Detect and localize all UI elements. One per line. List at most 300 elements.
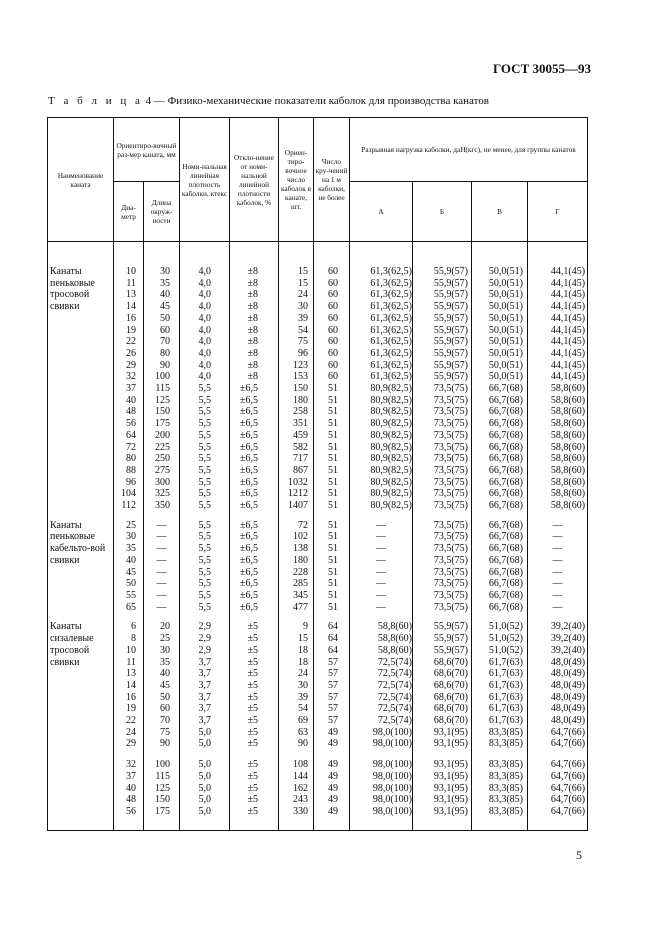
table-cell: 57: [314, 692, 350, 704]
table-cell: 228: [279, 567, 314, 579]
table-row: [48, 818, 588, 831]
table-cell: 98,0(100): [350, 759, 413, 771]
table-cell: 2,9: [180, 633, 230, 645]
table-cell: ±6,5: [230, 488, 279, 500]
table-cell: 5,5: [180, 531, 230, 543]
table-cell: 5,5: [180, 567, 230, 579]
table-cell: 51: [314, 531, 350, 543]
table-row: [48, 383, 588, 395]
table-cell: 61,3(62,5): [350, 278, 413, 290]
empty-cell: [114, 613, 144, 621]
table-cell: 5,0: [180, 771, 230, 783]
empty-cell: [528, 242, 588, 267]
table-row: [48, 543, 588, 555]
table-row: [48, 783, 588, 795]
table-cell: 16: [114, 692, 144, 704]
table-cell: 345: [279, 590, 314, 602]
empty-cell: [48, 512, 114, 520]
table-cell: 57: [314, 657, 350, 669]
table-cell: 73,5(75): [413, 531, 472, 543]
table-cell: 39: [279, 313, 314, 325]
table-cell: 73,5(75): [413, 442, 472, 454]
table-cell: 49: [314, 738, 350, 750]
table-cell: 55,9(57): [413, 289, 472, 301]
table-cell: 68,6(70): [413, 668, 472, 680]
table-cell: 48,0(49): [528, 668, 588, 680]
properties-table: [47, 117, 588, 831]
table-cell: 13: [114, 289, 144, 301]
table-cell: 115: [144, 771, 180, 783]
table-cell: 61,3(62,5): [350, 371, 413, 383]
table-cell: 51,0(52): [472, 633, 528, 645]
empty-cell: [413, 242, 472, 267]
table-cell: 102: [279, 531, 314, 543]
table-cell: 49: [314, 783, 350, 795]
col-header-diameter: Диа-метр: [114, 182, 144, 242]
table-cell: 51: [314, 578, 350, 590]
table-cell: 11: [114, 278, 144, 290]
table-cell: —: [528, 520, 588, 532]
table-cell: 180: [279, 395, 314, 407]
table-cell: 58,8(60): [528, 395, 588, 407]
caption-number: 4: [145, 95, 152, 107]
empty-cell: [314, 613, 350, 621]
table-cell: —: [350, 531, 413, 543]
table-cell: 37: [114, 383, 144, 395]
table-cell: 29: [114, 738, 144, 750]
table-cell: 51: [314, 477, 350, 489]
table-cell: 6: [114, 621, 144, 633]
table-cell: ±8: [230, 313, 279, 325]
table-cell: 61,7(63): [472, 657, 528, 669]
table-row: [48, 336, 588, 348]
table-cell: 63: [279, 727, 314, 739]
table-cell: 5,5: [180, 488, 230, 500]
table-cell: ±5: [230, 806, 279, 818]
table-cell: 50,0(51): [472, 325, 528, 337]
table-cell: —: [350, 567, 413, 579]
table-row: [48, 442, 588, 454]
table-cell: 24: [279, 668, 314, 680]
empty-cell: [314, 512, 350, 520]
table-row: [48, 348, 588, 360]
col-header-deviation: Откло-нение от номи-нальной линейной плотности каболок, %: [230, 118, 279, 242]
table-cell: 80,9(82,5): [350, 453, 413, 465]
table-cell: ±5: [230, 771, 279, 783]
empty-cell: [180, 818, 230, 831]
empty-cell: [314, 242, 350, 267]
empty-cell: [230, 512, 279, 520]
table-cell: 83,3(85): [472, 771, 528, 783]
table-cell: 96: [279, 348, 314, 360]
empty-cell: [350, 512, 413, 520]
table-cell: ±6,5: [230, 590, 279, 602]
table-cell: 58,8(60): [528, 442, 588, 454]
table-cell: 175: [144, 806, 180, 818]
table-cell: ±8: [230, 371, 279, 383]
table-row: [48, 727, 588, 739]
table-cell: 5,0: [180, 759, 230, 771]
table-cell: 68,6(70): [413, 715, 472, 727]
table-cell: 61,3(62,5): [350, 266, 413, 278]
table-cell: 61,3(62,5): [350, 336, 413, 348]
table-cell: 90: [144, 360, 180, 372]
table-cell: 55,9(57): [413, 336, 472, 348]
table-row: [48, 266, 588, 278]
empty-cell: [180, 242, 230, 267]
table-cell: 73,5(75): [413, 418, 472, 430]
table-cell: 582: [279, 442, 314, 454]
table-cell: 73,5(75): [413, 477, 472, 489]
table-cell: 2,9: [180, 645, 230, 657]
table-cell: 44,1(45): [528, 266, 588, 278]
caption-text: — Физико-механические показатели каболок для производства канатов: [151, 95, 489, 107]
table-cell: 83,3(85): [472, 794, 528, 806]
empty-cell: [144, 242, 180, 267]
table-cell: 64: [314, 621, 350, 633]
empty-cell: [279, 512, 314, 520]
empty-cell: [180, 512, 230, 520]
empty-cell: [114, 242, 144, 267]
table-cell: 90: [144, 738, 180, 750]
table-cell: 66,7(68): [472, 531, 528, 543]
table-cell: 69: [279, 715, 314, 727]
table-cell: 40: [144, 668, 180, 680]
table-cell: 5,5: [180, 430, 230, 442]
empty-cell: [413, 750, 472, 759]
empty-cell: [144, 613, 180, 621]
table-cell: 66,7(68): [472, 465, 528, 477]
table-cell: 80,9(82,5): [350, 477, 413, 489]
table-cell: 73,5(75): [413, 465, 472, 477]
col-header-twists: Число кру-чений на 1 м каболки, не более: [314, 118, 350, 242]
table-cell: 44,1(45): [528, 289, 588, 301]
empty-cell: [144, 818, 180, 831]
table-cell: 66,7(68): [472, 555, 528, 567]
table-cell: 13: [114, 668, 144, 680]
table-cell: ±6,5: [230, 453, 279, 465]
table-cell: 55,9(57): [413, 278, 472, 290]
table-cell: 5,5: [180, 453, 230, 465]
table-row: [48, 418, 588, 430]
table-cell: 40: [144, 289, 180, 301]
table-cell: 39,2(40): [528, 645, 588, 657]
table-cell: 66,7(68): [472, 442, 528, 454]
table-cell: 5,5: [180, 465, 230, 477]
empty-cell: [350, 613, 413, 621]
table-row: [48, 633, 588, 645]
empty-cell: [314, 818, 350, 831]
empty-cell: [472, 242, 528, 267]
table-cell: 50,0(51): [472, 266, 528, 278]
table-cell: 39,2(40): [528, 633, 588, 645]
table-cell: 48,0(49): [528, 703, 588, 715]
table-cell: 19: [114, 325, 144, 337]
table-row: [48, 657, 588, 669]
empty-cell: [472, 750, 528, 759]
table-cell: 144: [279, 771, 314, 783]
table-cell: 25: [114, 520, 144, 532]
table-cell: 115: [144, 383, 180, 395]
table-cell: 64: [314, 633, 350, 645]
table-cell: 4,0: [180, 278, 230, 290]
table-header: [48, 118, 588, 242]
empty-cell: [279, 818, 314, 831]
table-cell: 5,5: [180, 418, 230, 430]
empty-cell: [180, 613, 230, 621]
table-cell: 60: [314, 289, 350, 301]
table-cell: 60: [314, 325, 350, 337]
empty-cell: [144, 750, 180, 759]
table-cell: 15: [279, 278, 314, 290]
table-cell: 61,7(63): [472, 715, 528, 727]
table-cell: ±6,5: [230, 430, 279, 442]
table-cell: 73,5(75): [413, 602, 472, 614]
table-cell: ±5: [230, 692, 279, 704]
table-cell: 300: [144, 477, 180, 489]
table-cell: 93,1(95): [413, 771, 472, 783]
caption-label: Т а б л и ц а: [48, 95, 143, 107]
empty-cell: [314, 750, 350, 759]
table-cell: ±6,5: [230, 555, 279, 567]
table-cell: —: [528, 590, 588, 602]
table-cell: —: [350, 590, 413, 602]
table-row: [48, 500, 588, 512]
table-cell: ±6,5: [230, 520, 279, 532]
table-cell: 55,9(57): [413, 371, 472, 383]
table-cell: 72,5(74): [350, 703, 413, 715]
empty-cell: [180, 750, 230, 759]
table-cell: 80,9(82,5): [350, 418, 413, 430]
col-header-linear-density: Номи-нальная линейная плотность каболки, ктекс: [180, 118, 230, 242]
table-cell: 55,9(57): [413, 325, 472, 337]
table-row: [48, 278, 588, 290]
table-row: [48, 465, 588, 477]
table-cell: 15: [279, 266, 314, 278]
table-cell: 45: [144, 301, 180, 313]
table-cell: 58,8(60): [528, 477, 588, 489]
table-cell: 50: [144, 692, 180, 704]
table-cell: ±5: [230, 703, 279, 715]
table-row: [48, 512, 588, 520]
table-cell: 150: [144, 406, 180, 418]
table-cell: 64,7(66): [528, 806, 588, 818]
table-cell: 64,7(66): [528, 783, 588, 795]
table-cell: 61,3(62,5): [350, 301, 413, 313]
table-row: [48, 680, 588, 692]
empty-cell: [528, 750, 588, 759]
table-cell: ±6,5: [230, 442, 279, 454]
table-cell: 83,3(85): [472, 783, 528, 795]
table-cell: 64: [314, 645, 350, 657]
table-body: [48, 242, 588, 831]
table-cell: 57: [314, 715, 350, 727]
table-cell: 11: [114, 657, 144, 669]
table-cell: 61,3(62,5): [350, 313, 413, 325]
table-cell: 73,5(75): [413, 578, 472, 590]
table-cell: 22: [114, 715, 144, 727]
table-row: [48, 692, 588, 704]
table-cell: —: [528, 567, 588, 579]
table-cell: 351: [279, 418, 314, 430]
table-cell: 48,0(49): [528, 692, 588, 704]
table-cell: ±5: [230, 715, 279, 727]
table-cell: 5,0: [180, 727, 230, 739]
table-cell: ±5: [230, 783, 279, 795]
table-cell: 56: [114, 418, 144, 430]
table-cell: 58,8(60): [528, 406, 588, 418]
table-cell: ±6,5: [230, 465, 279, 477]
table-row: [48, 242, 588, 267]
table-cell: 51: [314, 602, 350, 614]
table-cell: 35: [144, 657, 180, 669]
table-cell: 35: [144, 278, 180, 290]
table-cell: 48: [114, 794, 144, 806]
table-cell: 40: [114, 555, 144, 567]
table-cell: 1407: [279, 500, 314, 512]
table-cell: ±6,5: [230, 395, 279, 407]
table-cell: 55,9(57): [413, 645, 472, 657]
table-cell: 16: [114, 313, 144, 325]
table-cell: 51: [314, 520, 350, 532]
table-row: [48, 590, 588, 602]
table-cell: 58,8(60): [528, 430, 588, 442]
table-cell: 44,1(45): [528, 360, 588, 372]
table-cell: 73,5(75): [413, 430, 472, 442]
col-header-circumference: Длина окруж-ности: [144, 182, 180, 242]
table-cell: 68,6(70): [413, 703, 472, 715]
table-cell: —: [350, 578, 413, 590]
empty-cell: [413, 613, 472, 621]
table-cell: ±5: [230, 633, 279, 645]
table-cell: 98,0(100): [350, 727, 413, 739]
table-cell: 9: [279, 621, 314, 633]
table-cell: 285: [279, 578, 314, 590]
table-cell: 72,5(74): [350, 715, 413, 727]
table-cell: 80,9(82,5): [350, 442, 413, 454]
empty-cell: [48, 818, 114, 831]
table-cell: 104: [114, 488, 144, 500]
empty-cell: [230, 242, 279, 267]
table-cell: 73,5(75): [413, 500, 472, 512]
table-row: [48, 313, 588, 325]
table-cell: 350: [144, 500, 180, 512]
rope-group-name: Канаты пеньковые тросовой свивки: [48, 266, 114, 512]
table-cell: 4,0: [180, 313, 230, 325]
table-cell: ±5: [230, 645, 279, 657]
table-cell: 50,0(51): [472, 348, 528, 360]
table-cell: ±6,5: [230, 531, 279, 543]
table-cell: ±5: [230, 759, 279, 771]
table-row: [48, 750, 588, 759]
table-cell: 64,7(66): [528, 759, 588, 771]
table-row: [48, 531, 588, 543]
table-cell: 58,8(60): [528, 418, 588, 430]
table-row: [48, 613, 588, 621]
table-cell: ±6,5: [230, 477, 279, 489]
table-cell: ±5: [230, 727, 279, 739]
table-cell: 68,6(70): [413, 657, 472, 669]
table-cell: 75: [279, 336, 314, 348]
table-cell: 35: [114, 543, 144, 555]
table-cell: 60: [314, 266, 350, 278]
table-row: [48, 325, 588, 337]
table-cell: ±6,5: [230, 567, 279, 579]
table-cell: 50,0(51): [472, 360, 528, 372]
table-row: [48, 289, 588, 301]
table-cell: 5,5: [180, 442, 230, 454]
table-cell: 50: [114, 578, 144, 590]
table-cell: 58,8(60): [528, 465, 588, 477]
table-cell: 3,7: [180, 668, 230, 680]
table-cell: 66,7(68): [472, 383, 528, 395]
table-cell: 73,5(75): [413, 488, 472, 500]
table-cell: ±8: [230, 336, 279, 348]
table-cell: ±8: [230, 360, 279, 372]
table-cell: 80,9(82,5): [350, 465, 413, 477]
table-cell: 275: [144, 465, 180, 477]
table-cell: 4,0: [180, 360, 230, 372]
table-cell: 73,5(75): [413, 520, 472, 532]
table-cell: 66,7(68): [472, 543, 528, 555]
table-row: [48, 759, 588, 771]
table-cell: 93,1(95): [413, 783, 472, 795]
table-cell: —: [144, 543, 180, 555]
table-cell: 37: [114, 771, 144, 783]
table-cell: ±6,5: [230, 406, 279, 418]
table-row: [48, 371, 588, 383]
empty-cell: [114, 750, 144, 759]
table-cell: 73,5(75): [413, 383, 472, 395]
table-cell: ±6,5: [230, 383, 279, 395]
document-id: ГОСТ 30055—93: [492, 61, 591, 76]
table-cell: 4,0: [180, 266, 230, 278]
table-cell: ±8: [230, 325, 279, 337]
table-cell: 51,0(52): [472, 645, 528, 657]
table-cell: 80,9(82,5): [350, 488, 413, 500]
table-row: [48, 395, 588, 407]
table-cell: 64,7(66): [528, 794, 588, 806]
table-cell: 55,9(57): [413, 313, 472, 325]
table-cell: 18: [279, 645, 314, 657]
table-cell: 98,0(100): [350, 806, 413, 818]
table-cell: 51: [314, 590, 350, 602]
table-cell: —: [528, 578, 588, 590]
table-cell: 40: [114, 395, 144, 407]
table-cell: 5,5: [180, 395, 230, 407]
table-cell: 61,7(63): [472, 692, 528, 704]
empty-cell: [279, 750, 314, 759]
table-cell: 83,3(85): [472, 806, 528, 818]
table-cell: 51: [314, 465, 350, 477]
table-cell: 44,1(45): [528, 336, 588, 348]
table-cell: 8: [114, 633, 144, 645]
table-cell: 96: [114, 477, 144, 489]
table-cell: ±6,5: [230, 500, 279, 512]
col-header-group-b: Б: [413, 182, 472, 242]
table-cell: 867: [279, 465, 314, 477]
table-cell: 73,5(75): [413, 555, 472, 567]
table-cell: 60: [314, 301, 350, 313]
table-cell: 72,5(74): [350, 692, 413, 704]
table-cell: 70: [144, 715, 180, 727]
rope-group-name: Канаты пеньковые кабельто-вой свивки: [48, 520, 114, 614]
table-cell: 3,7: [180, 692, 230, 704]
table-cell: 243: [279, 794, 314, 806]
table-cell: 60: [314, 371, 350, 383]
table-cell: 93,1(95): [413, 794, 472, 806]
table-cell: 75: [144, 727, 180, 739]
